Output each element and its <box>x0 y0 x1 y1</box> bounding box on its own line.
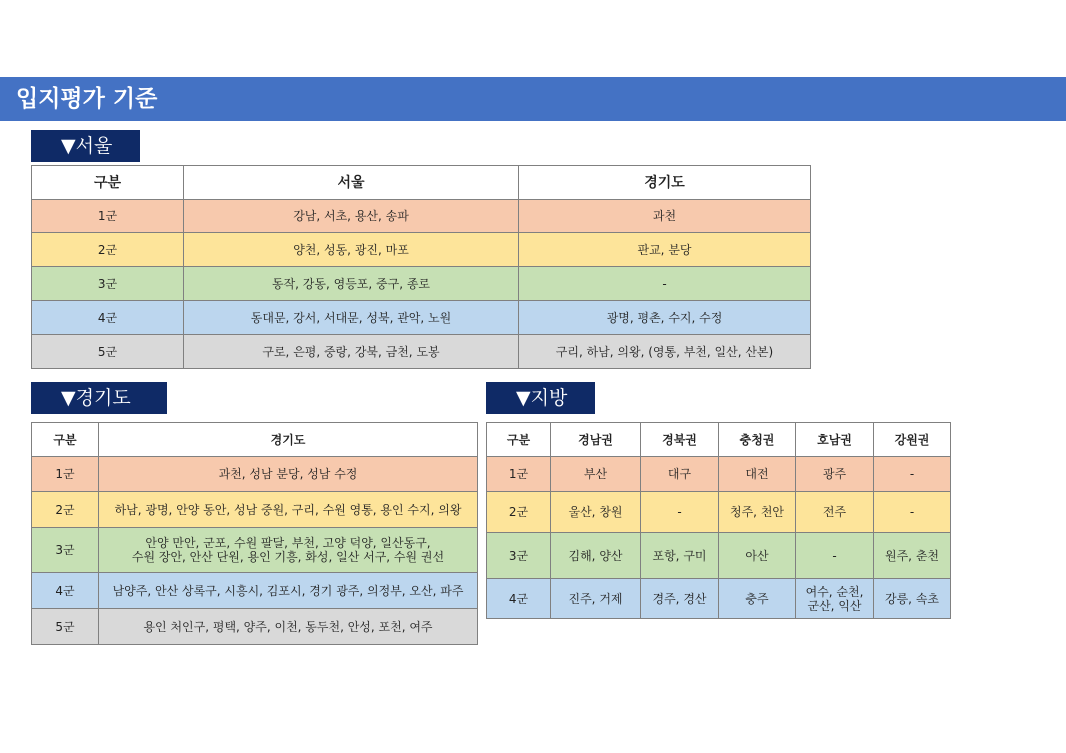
table-cell: 하남, 광명, 안양 동안, 성남 중원, 구리, 수원 영통, 용인 수지, 의왕 <box>99 492 478 528</box>
table-cell: 강남, 서초, 용산, 송파 <box>184 200 519 233</box>
table-cell: 판교, 분당 <box>519 233 811 267</box>
table-cell: 광명, 평촌, 수지, 수정 <box>519 301 811 335</box>
header-cell: 호남권 <box>796 423 874 457</box>
table-cell: - <box>519 267 811 301</box>
table-cell: 여수, 순천, 군산, 익산 <box>796 579 874 619</box>
tier-cell: 4군 <box>487 579 551 619</box>
table-cell: 양천, 성동, 광진, 마포 <box>184 233 519 267</box>
table-cell: 진주, 거제 <box>551 579 641 619</box>
table-row <box>487 533 951 579</box>
header-cell: 경기도 <box>519 166 811 200</box>
table-cell: 동대문, 강서, 서대문, 성북, 관악, 노원 <box>184 301 519 335</box>
tier-cell: 2군 <box>32 233 184 267</box>
table-cell: 충주 <box>719 579 796 619</box>
seoul-table <box>31 165 811 369</box>
table-row <box>32 335 811 369</box>
header-cell: 경북권 <box>641 423 719 457</box>
table-row <box>487 457 951 492</box>
table-cell <box>99 528 478 573</box>
table-row <box>487 492 951 533</box>
tier-cell: 3군 <box>32 267 184 301</box>
tier-cell: 5군 <box>32 609 99 645</box>
page-title-banner <box>0 77 1066 121</box>
table-header-row <box>32 423 478 457</box>
table-cell: - <box>796 533 874 579</box>
tier-cell: 4군 <box>32 301 184 335</box>
region-section-tag: ▼지방 <box>486 382 595 414</box>
tier-cell: 1군 <box>32 200 184 233</box>
region-table <box>486 422 951 619</box>
header-cell: 구분 <box>32 166 184 200</box>
table-cell: 구리, 하남, 의왕, (영통, 부천, 일산, 산본) <box>519 335 811 369</box>
table-row <box>32 528 478 573</box>
tier-cell: 3군 <box>487 533 551 579</box>
table-row <box>32 457 478 492</box>
header-cell: 충청권 <box>719 423 796 457</box>
tier-cell: 3군 <box>32 528 99 573</box>
header-cell: 구분 <box>32 423 99 457</box>
tier-cell: 2군 <box>32 492 99 528</box>
table-row <box>32 573 478 609</box>
table-row <box>32 233 811 267</box>
table-cell: 동작, 강동, 영등포, 중구, 종로 <box>184 267 519 301</box>
table-cell: 아산 <box>719 533 796 579</box>
tier-cell: 5군 <box>32 335 184 369</box>
header-cell: 경남권 <box>551 423 641 457</box>
table-cell: 용인 처인구, 평택, 양주, 이천, 동두천, 안성, 포천, 여주 <box>99 609 478 645</box>
tier-cell: 1군 <box>487 457 551 492</box>
table-cell: 과천 <box>519 200 811 233</box>
table-cell: - <box>874 492 951 533</box>
table-row <box>32 492 478 528</box>
table-cell: - <box>874 457 951 492</box>
cell-line: 수원 장안, 안산 단원, 용인 기흥, 화성, 일산 서구, 수원 권선 <box>131 550 445 564</box>
gyeonggi-section-tag: ▼경기도 <box>31 382 167 414</box>
table-cell: 전주 <box>796 492 874 533</box>
table-cell: 광주 <box>796 457 874 492</box>
table-row <box>487 579 951 619</box>
table-cell: 강릉, 속초 <box>874 579 951 619</box>
cell-line: 안양 만안, 군포, 수원 팔달, 부천, 고양 덕양, 일산동구, <box>145 536 431 550</box>
page-title: 입지평가 기준 <box>16 86 158 112</box>
table-cell: 대전 <box>719 457 796 492</box>
table-cell: 청주, 천안 <box>719 492 796 533</box>
header-cell: 강원권 <box>874 423 951 457</box>
table-row <box>32 267 811 301</box>
table-cell: 부산 <box>551 457 641 492</box>
table-cell: 남양주, 안산 상록구, 시흥시, 김포시, 경기 광주, 의정부, 오산, 파주 <box>99 573 478 609</box>
table-row <box>32 609 478 645</box>
table-cell: 김해, 양산 <box>551 533 641 579</box>
header-cell: 구분 <box>487 423 551 457</box>
tier-cell: 4군 <box>32 573 99 609</box>
tier-cell: 2군 <box>487 492 551 533</box>
table-cell: 과천, 성남 분당, 성남 수정 <box>99 457 478 492</box>
table-cell: 울산, 창원 <box>551 492 641 533</box>
seoul-section-tag: ▼서울 <box>31 130 140 162</box>
header-cell: 서울 <box>184 166 519 200</box>
table-cell: 경주, 경산 <box>641 579 719 619</box>
gyeonggi-table <box>31 422 478 645</box>
table-header-row <box>32 166 811 200</box>
table-row <box>32 301 811 335</box>
table-cell: 대구 <box>641 457 719 492</box>
table-cell: 포항, 구미 <box>641 533 719 579</box>
table-cell: - <box>641 492 719 533</box>
tier-cell: 1군 <box>32 457 99 492</box>
table-header-row <box>487 423 951 457</box>
table-cell: 구로, 은평, 중랑, 강북, 금천, 도봉 <box>184 335 519 369</box>
table-cell: 원주, 춘천 <box>874 533 951 579</box>
header-cell: 경기도 <box>99 423 478 457</box>
table-row <box>32 200 811 233</box>
